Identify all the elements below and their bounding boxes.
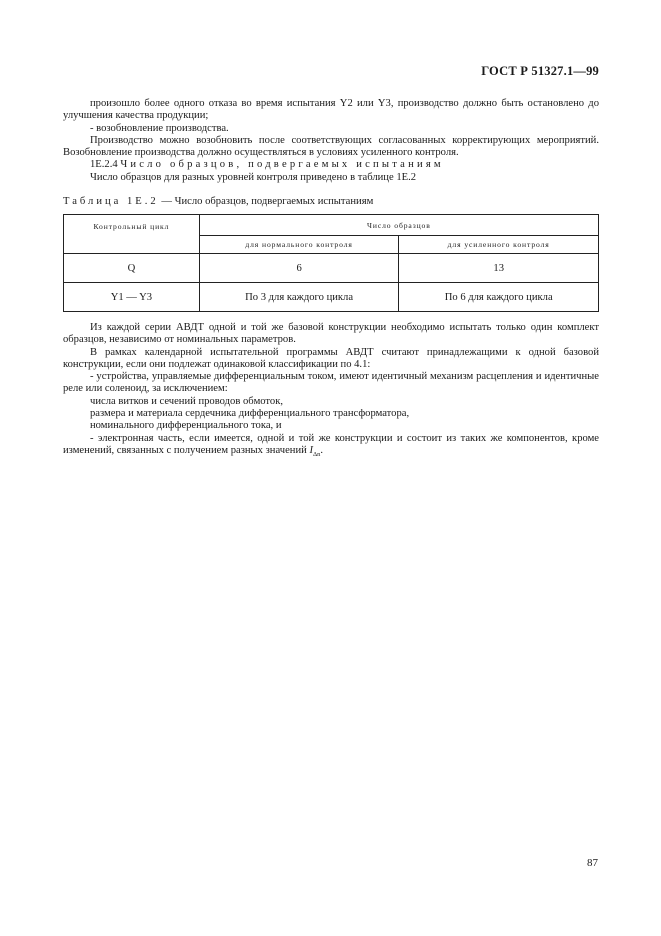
table-row xyxy=(64,283,599,312)
table-caption-text: — Число образцов, подвергаемых испытаниям xyxy=(158,196,374,207)
header-cycle: Контрольный цикл xyxy=(64,215,200,254)
cell-enhanced: 13 xyxy=(399,254,599,283)
paragraph xyxy=(63,433,599,462)
table-caption-label: Таблица 1Е.2 xyxy=(63,196,159,207)
table-caption xyxy=(63,196,373,207)
list-item: размера и материала сердечника дифференциального трансформатора, xyxy=(90,408,410,420)
document-header: ГОСТ Р 51327.1—99 xyxy=(481,64,599,78)
paragraph: Производство можно возобновить после соответствующих согласованных корректирующих мероприятий. Возобновление производства должно осуществляться в условиях усиленного контроля. xyxy=(63,134,599,159)
current-symbol xyxy=(309,444,321,459)
paragraph-end: . xyxy=(320,444,324,456)
paragraph: - возобновление производства. xyxy=(90,122,229,134)
cell-normal: По 3 для каждого цикла xyxy=(199,283,399,312)
header-samples: Число образцов xyxy=(199,215,598,236)
cell-cycle: Y1 — Y3 xyxy=(64,283,200,312)
list-item: номинального дифференциального тока, и xyxy=(90,420,282,432)
section-title: Число образцов, подвергаемых испытаниям xyxy=(120,159,444,171)
section-heading xyxy=(63,159,599,171)
header-normal: для нормального контроля xyxy=(199,236,399,254)
list-item: числа витков и сечений проводов обмоток, xyxy=(90,395,284,407)
symbol-letter: I xyxy=(309,444,313,456)
cell-normal: 6 xyxy=(199,254,399,283)
body-section xyxy=(63,322,599,461)
paragraph: Число образцов для разных уровней контроля приведено в таблице 1Е.2 xyxy=(90,171,417,183)
paragraph-text: - электронная часть, если имеется, одной и той же конструкции и состоит из таких же компонентов, кроме изменений, связанных с получением разных значений xyxy=(63,432,599,456)
cell-enhanced: По 6 для каждого цикла xyxy=(399,283,599,312)
paragraph: В рамках календарной испытательной программы АВДТ считают принадлежащими к одной базовой конструкции, если они подлежат одинаковой классификации по 4.1: xyxy=(63,346,599,370)
table-header-row xyxy=(64,215,599,236)
page-number: 87 xyxy=(587,857,598,869)
paragraph: произошло более одного отказа во время испытания Y2 или Y3, производство должно быть остановлено до улучшения качества продукции; xyxy=(63,98,599,122)
symbol-subscript: Δn xyxy=(312,451,321,459)
intro-section xyxy=(63,98,599,184)
cell-cycle: Q xyxy=(64,254,200,283)
paragraph: - устройства, управляемые дифференциальным током, имеют идентичный механизм расцепления и идентичные реле или соленоид, за исключением: xyxy=(63,371,599,395)
header-enhanced: для усиленного контроля xyxy=(399,236,599,254)
section-number: 1Е.2.4 xyxy=(90,159,118,171)
samples-table xyxy=(63,214,599,312)
paragraph: Из каждой серии АВДТ одной и той же базовой конструкции необходимо испытать только один комплект образцов, независимо от номинальных параметров. xyxy=(63,322,599,346)
table-row xyxy=(64,254,599,283)
